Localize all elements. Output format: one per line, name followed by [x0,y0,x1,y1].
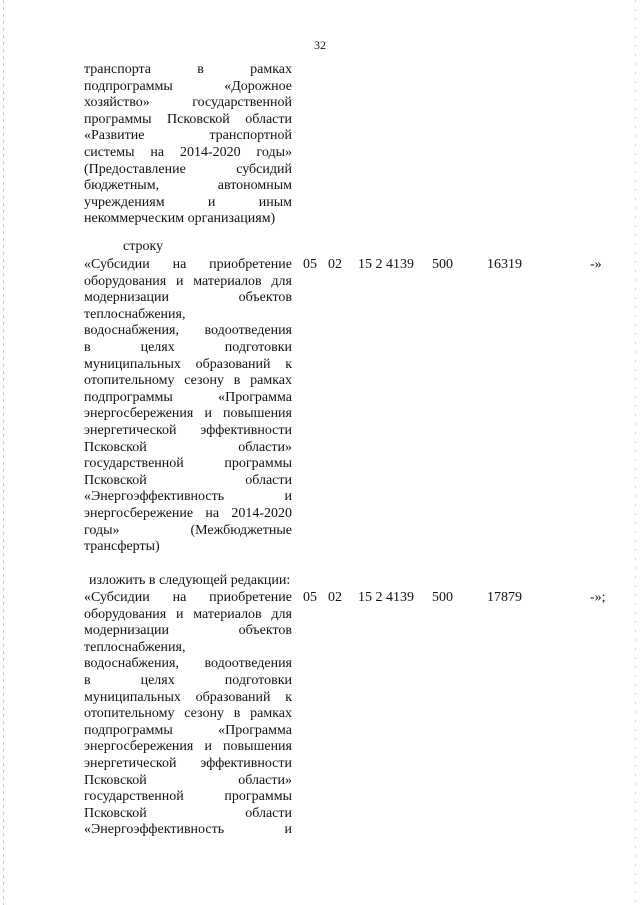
intro-line: хозяйство» государственной [84,95,292,111]
intro-paragraph [84,62,292,228]
intro-line: транспорта в рамках [84,62,292,77]
intro-line: подпрограммы «Дорожное [84,78,292,94]
row-1-line: Псковской области» [84,439,292,455]
scan-edge-left [3,0,4,905]
row-2-expense-type: 500 [432,590,453,605]
row-2-line: энергосбережения и повышения [84,739,292,755]
row-2-end: -»; [590,590,606,605]
row-word-label: строку [123,239,164,254]
row-1-line: водоснабжения, водоотведения [84,323,292,339]
row-2-amount: 17879 [487,590,522,605]
intro-line: некоммерческим организациям) [84,211,276,227]
row-1-line: подпрограммы «Программа [84,389,292,405]
row-1-line: государственной программы [84,456,292,472]
row-2-line: государственной программы [84,789,292,805]
row-2-target: 15 2 4139 [358,590,414,605]
row-1-line: Псковской области [84,472,292,488]
row-1-line: годы» (Межбюджетные [84,522,292,538]
row-2-line: теплоснабжения, [84,639,186,655]
intro-line: (Предоставление субсидий [84,161,292,177]
row-1-line: в целях подготовки [84,339,292,355]
row-2-line: подпрограммы «Программа [84,722,292,738]
row-2-line: Псковской области [84,805,292,821]
row-1-line: трансферты) [84,539,160,555]
row-1-subsection: 02 [328,257,342,272]
row-2-line: «Энергоэффективность и [84,822,292,838]
intro-line: бюджетным, автономным [84,178,292,194]
row-2-description [84,590,292,839]
row-1-end: -» [590,257,602,272]
row-2-line: оборудования и материалов для [84,606,292,622]
row-1-amount: 16319 [487,257,522,272]
row-1-line: теплоснабжения, [84,306,186,322]
row-2-line: водоснабжения, водоотведения [84,656,292,672]
row-1-line: оборудования и материалов для [84,273,292,289]
page-number: 32 [314,38,326,52]
intro-line: «Развитие транспортной [84,128,292,144]
row-2-line: отопительному сезону в рамках [84,706,292,722]
row-1-line: энергосбережения и повышения [84,406,292,422]
row-1-line: «Энергоэффективность и [84,489,292,505]
row-1-description [84,257,292,556]
row-2-line: «Субсидии на приобретение [84,590,292,605]
row-2-line: муниципальных образований к [84,689,292,705]
intro-line: программы Псковской области [84,111,292,127]
row-1-line: отопительному сезону в рамках [84,373,292,389]
row-1-line: модернизации объектов [84,290,292,306]
intro-line: системы на 2014-2020 годы» [84,144,292,160]
row-2-subsection: 02 [328,590,342,605]
replace-phrase: изложить в следующей редакции: [89,573,291,588]
row-2-line: Псковской области» [84,772,292,788]
row-1-expense-type: 500 [432,257,453,272]
intro-line: учреждениям и иным [84,194,292,210]
row-1-line: муниципальных образований к [84,356,292,372]
row-1-line: энергосбережение на 2014-2020 [84,505,292,521]
row-2-section: 05 [303,590,317,605]
row-2-line: в целях подготовки [84,672,292,688]
row-1-section: 05 [303,257,317,272]
row-1-line: энергетической эффективности [84,422,292,438]
row-2-line: энергетической эффективности [84,755,292,771]
scan-edge-right [635,0,636,905]
row-1-target: 15 2 4139 [358,257,414,272]
row-1-line: «Субсидии на приобретение [84,257,292,272]
row-2-line: модернизации объектов [84,623,292,639]
